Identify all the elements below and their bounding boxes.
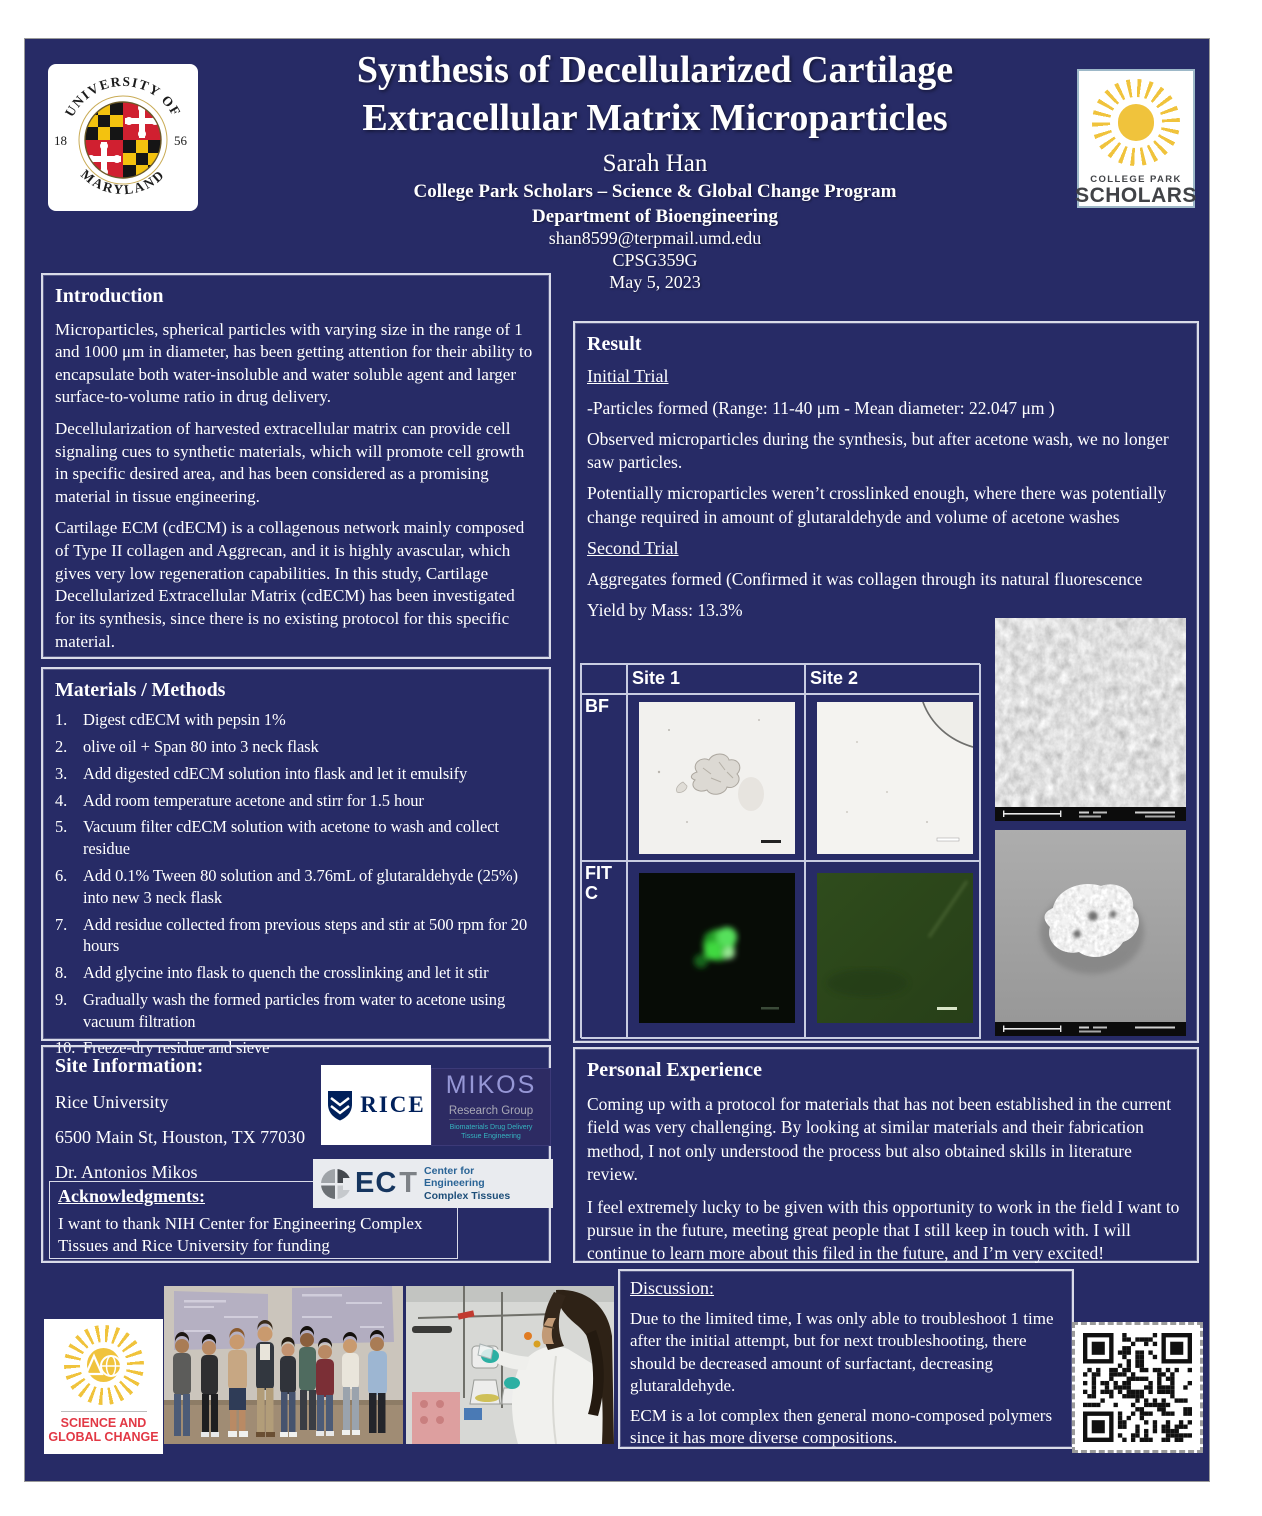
author-name: Sarah Han: [602, 150, 708, 177]
introduction-heading: Introduction: [55, 285, 164, 307]
umd-arc-top-text: UNIVERSITY OF: [61, 73, 185, 120]
cps-logo-line2: SCHOLARS: [1075, 184, 1197, 207]
cect-logo: [313, 1159, 553, 1208]
triangle-globe-icon: [64, 1325, 144, 1405]
discussion-heading: Discussion:: [630, 1278, 715, 1298]
method-step: 10. Freeze-dry residue and sieve: [55, 1038, 270, 1058]
bf-site2-image: [817, 702, 973, 854]
email-line: shan8599@terpmail.umd.edu: [548, 228, 762, 249]
personal-paragraph: Coming up with a protocol for materials that has not been established in the current field was very challenging. By looking at similar materials and their fabrication method, I not only understood the process but also obtained skills in literature review.: [587, 1093, 1172, 1185]
discussion-paragraph: ECM is a lot complex then general mono-composed polymers since it has more diverse compositions.: [630, 1405, 1053, 1447]
qr-code: [1072, 1322, 1203, 1453]
methods-list: [55, 709, 537, 1059]
method-step: 1. Digest cdECM with pepsin 1%: [55, 710, 286, 730]
result-section: [573, 321, 1199, 1043]
introduction-section: [41, 273, 551, 659]
umd-arc-bottom-text: MARYLAND: [78, 166, 168, 198]
program-line: College Park Scholars – Science & Global Change Program: [413, 181, 897, 202]
method-step: 7. Add residue collected from previous steps and stir at 500 rpm for 20 hours: [55, 914, 528, 956]
acknowledgments-heading: Acknowledgments:: [58, 1186, 205, 1206]
method-step: 6. Add 0.1% Tween 80 solution and 3.76mL of glutaraldehyde (25%) into new 3 neck flask: [55, 865, 518, 907]
sem-particle-image: [995, 830, 1186, 1036]
cps-logo-line1: COLLEGE PARK: [1090, 174, 1182, 185]
method-step: 2. olive oil + Span 80 into 3 neck flask: [55, 737, 319, 757]
result-yield-line: Yield by Mass: 13.3%: [587, 600, 743, 621]
lab-photo: [406, 1286, 614, 1444]
bf-site1-image: [639, 702, 795, 854]
umd-year-right: 56: [174, 133, 187, 148]
science-global-change-logo: [44, 1319, 163, 1454]
result-paragraph: Aggregates formed (Confirmed it was collagen through its natural fluorescence: [587, 569, 1143, 590]
mikos-tagline: Biomaterials Drug Delivery Tissue Engineering: [449, 1124, 533, 1141]
divider: [61, 1411, 147, 1412]
discussion-paragraph: Due to the limited time, I was only able to troubleshoot 1 time after the initial attempt, but for next troubleshooting, there should be decreased amount of surfactant, decreasing glutaraldehyde.: [630, 1309, 1054, 1395]
method-step: 9. Gradually wash the formed particles from water to acetone using vacuum filtration: [55, 989, 506, 1031]
poster-title-line1: Synthesis of Decellularized Cartilage: [356, 49, 954, 91]
acknowledgments-text: I want to thank NIH Center for Engineering Complex Tissues and Rice University for funding: [58, 1214, 423, 1256]
fitc-site1-image: [639, 873, 795, 1023]
rice-university-logo: [321, 1065, 431, 1145]
personal-paragraph: I feel extremely lucky to be given with this opportunity to work in the field I want to pursue in the future, meeting great people that I still keep in touch with. I will continue to learn more about this filed in the future, and I’m very excited!: [587, 1196, 1180, 1264]
personal-experience-section: [573, 1047, 1199, 1263]
cect-text: Center for Engineering Complex Tissues: [424, 1165, 511, 1202]
methods-section: [41, 667, 551, 1058]
initial-trial-label: Initial Trial: [587, 366, 669, 387]
cect-pie-c-icon: [319, 1167, 353, 1201]
mikos-subtitle: Research Group: [449, 1105, 533, 1120]
result-paragraph: Potentially microparticles weren’t crosslinked enough, where there was potentially change required in amount of glutaraldehyde and volume of acetone washes: [587, 483, 1167, 527]
mikos-wordmark: MIKOS: [445, 1071, 537, 1099]
site-info-heading: Site Information:: [55, 1055, 204, 1077]
department-line: Department of Bioengineering: [532, 206, 778, 228]
site2-header: Site 2: [805, 664, 981, 694]
date-line: May 5, 2023: [609, 272, 701, 293]
umd-year-left: 18: [54, 133, 67, 148]
cect-letter-t: T: [399, 1167, 418, 1199]
result-heading: Result: [587, 333, 642, 355]
poster-header: [175, 47, 1135, 294]
mikos-research-group-logo: [431, 1068, 551, 1146]
personal-experience-heading: Personal Experience: [587, 1059, 762, 1081]
site1-header: Site 1: [627, 664, 805, 694]
sem-surface-image: [995, 618, 1186, 821]
poster: [24, 38, 1210, 1482]
sun-globe-icon: [64, 1325, 144, 1405]
second-trial-label: Second Trial: [587, 537, 679, 558]
sgc-text: SCIENCE AND GLOBAL CHANGE: [48, 1416, 159, 1445]
site-name: Rice University: [55, 1092, 169, 1112]
result-paragraph: Observed microparticles during the synthesis, but after acetone wash, we no longer saw particles.: [587, 429, 1169, 473]
methods-heading: Materials / Methods: [55, 679, 226, 701]
method-step: 5. Vacuum filter cdECM solution with acetone to wash and collect residue: [55, 817, 499, 859]
result-particles-line: -Particles formed (Range: 11-40 μm - Mean diameter: 22.047 μm ): [587, 398, 1055, 419]
fitc-site1-cell: [627, 861, 805, 1039]
site-info-section: [41, 1045, 551, 1263]
site-advisor: Dr. Antonios Mikos: [55, 1162, 198, 1182]
table-corner-cell: [581, 664, 627, 694]
method-step: 8. Add glycine into flask to quench the crosslinking and let it stir: [55, 963, 489, 983]
bf-row-label: BF: [581, 694, 627, 861]
introduction-paragraph: Decellularization of harvested extracellular matrix can provide cell signaling cues to synthetic materials, which will promote cell growth in specific desired area, and has been considered as a promising material in tissue engineering.: [55, 419, 525, 506]
introduction-paragraph: Microparticles, spherical particles with varying size in the range of 1 and 1000 μm in diameter, has been getting attention for their ability to encapsulate both water-insoluble and water soluble agent and larger surface-to-volume ratio in drug delivery.: [55, 319, 533, 407]
method-step: 4. Add room temperature acetone and stirr for 1.5 hour: [55, 790, 424, 810]
cect-letters-ec: EC: [355, 1167, 398, 1199]
bf-site1-cell: [627, 694, 805, 861]
rice-wordmark: RICE: [360, 1092, 426, 1117]
fitc-site2-image: [817, 873, 973, 1023]
poster-title-line2: Extracellular Matrix Microparticles: [362, 96, 948, 139]
rice-shield-icon: [326, 1089, 354, 1122]
site-address: 6500 Main St, Houston, TX 77030: [55, 1127, 306, 1147]
group-photo: [164, 1286, 403, 1444]
introduction-paragraph: Cartilage ECM (cdECM) is a collagenous network mainly composed of Type II collagen and Aggrecan, and it is highly avascular, which gives very low regeneration capabilities. In this study, Cartilage Decellularized Extracellular Matrix (cdECM) has been investigated for its synthesis, since there is no existing protocol for this specific material.: [55, 518, 525, 651]
qr-pattern: [1083, 1333, 1192, 1442]
bf-site2-cell: [805, 694, 981, 861]
method-step: 3. Add digested cdECM solution into flask and let it emulsify: [55, 763, 468, 783]
course-line: CPSG359G: [612, 250, 698, 271]
microscopy-table: [580, 663, 980, 1038]
discussion-section: [618, 1269, 1074, 1449]
fitc-site2-cell: [805, 861, 981, 1039]
fitc-row-label: FITC: [581, 861, 627, 1039]
